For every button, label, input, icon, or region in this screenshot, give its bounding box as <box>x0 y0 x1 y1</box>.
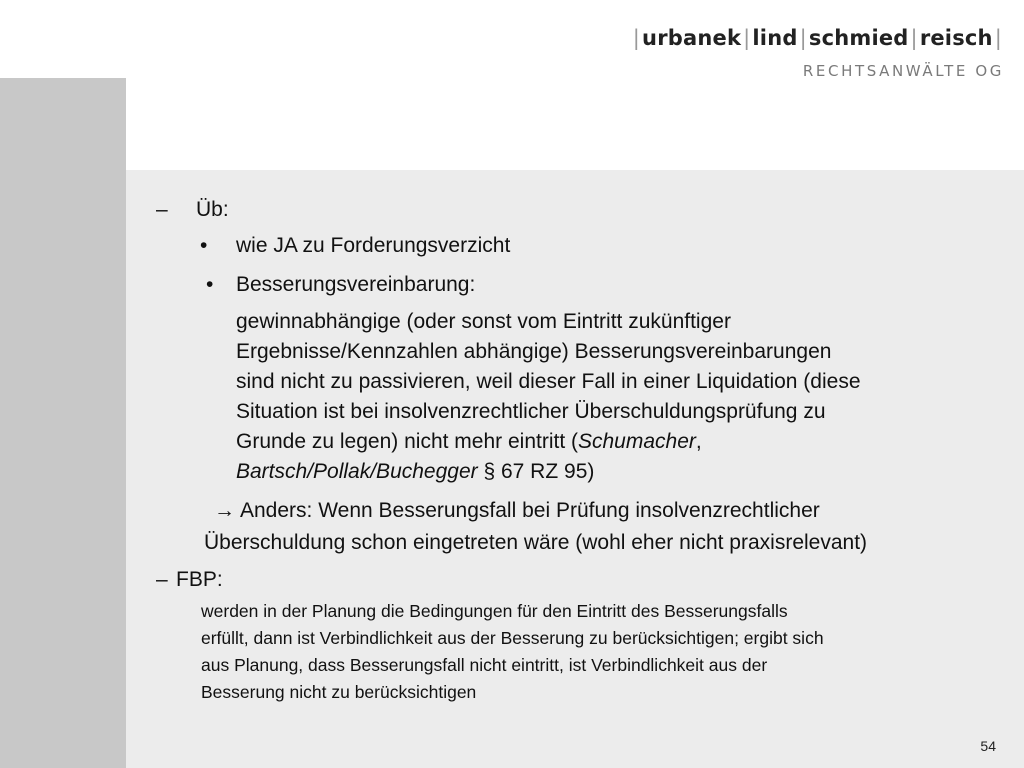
dash-marker: – <box>156 198 168 221</box>
paragraph-line: Ergebnisse/Kennzahlen abhängige) Besserungsvereinbarungen <box>236 340 832 363</box>
paragraph-line <box>236 427 702 457</box>
arrow-note-line: Überschuldung schon eingetreten wäre (wohl eher nicht praxisrelevant) <box>204 531 868 554</box>
logo-separator: | <box>994 26 1002 50</box>
paragraph-line: sind nicht zu passivieren, weil dieser Fall in einer Liquidation (diese <box>236 370 861 393</box>
citation-author: Schumacher <box>578 430 696 453</box>
logo-separator: | <box>743 26 751 50</box>
fbp-text-line: werden in der Planung die Bedingungen für den Eintritt des Besserungsfalls <box>201 601 788 621</box>
bullet-besserungsvereinbarung: Besserungsvereinbarung: <box>236 273 476 296</box>
bullet-marker: • <box>206 273 214 296</box>
fbp-text-line: aus Planung, dass Besserungsfall nicht eintritt, ist Verbindlichkeit aus der <box>201 655 768 675</box>
paragraph-line: gewinnabhängige (oder sonst vom Eintritt zukünftiger <box>236 310 731 333</box>
firm-logo <box>631 26 1004 50</box>
logo-name-2: lind <box>752 26 798 50</box>
logo-separator: | <box>799 26 807 50</box>
dash-marker: – <box>156 568 168 591</box>
fbp-text-line: Besserung nicht zu berücksichtigen <box>201 682 477 702</box>
logo-separator: | <box>632 26 641 50</box>
paragraph-text: Grunde zu legen) nicht mehr eintritt ( <box>236 430 578 453</box>
citation-authors: Bartsch/Pollak/Buchegger <box>236 460 478 483</box>
logo-name-4: reisch <box>919 26 993 50</box>
citation-reference: § 67 RZ 95) <box>477 460 595 483</box>
firm-tagline: RECHTSANWÄLTE OG <box>802 62 1004 80</box>
heading-ueb: Üb: <box>196 198 229 221</box>
heading-fbp: FBP: <box>176 568 223 591</box>
arrow-note-line: Anders: Wenn Besserungsfall bei Prüfung insolvenzrechtlicher <box>240 499 820 522</box>
bullet-marker: • <box>200 234 208 257</box>
paragraph-text: , <box>695 430 702 453</box>
page-number: 54 <box>980 738 996 754</box>
arrow-right-icon: → <box>214 499 235 522</box>
logo-name-3: schmied <box>808 26 909 50</box>
bullet-forderungsverzicht: wie JA zu Forderungsverzicht <box>236 234 511 257</box>
logo-name-1: urbanek <box>642 26 742 50</box>
logo-separator: | <box>910 26 918 50</box>
left-sidebar-bar <box>0 78 126 768</box>
paragraph-line <box>236 457 594 487</box>
paragraph-line: Situation ist bei insolvenzrechtlicher Überschuldungsprüfung zu <box>236 400 826 423</box>
fbp-text-line: erfüllt, dann ist Verbindlichkeit aus der Besserung zu berücksichtigen; ergibt sich <box>201 628 824 648</box>
